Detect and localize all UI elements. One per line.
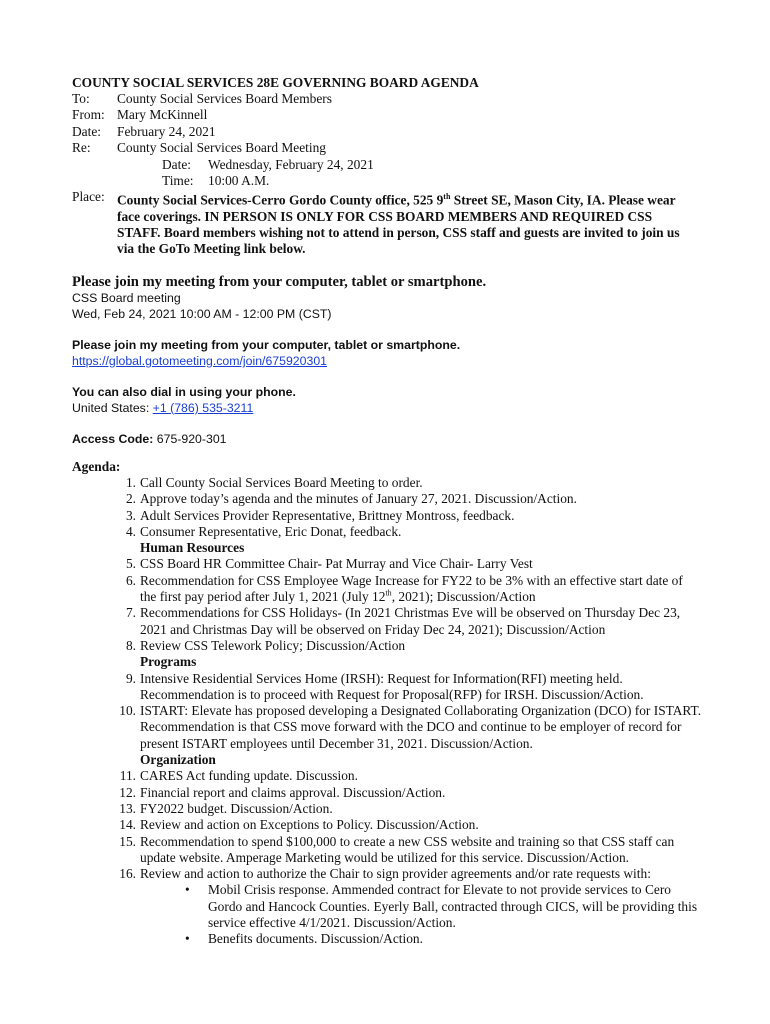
agenda-item: [72, 785, 702, 801]
agenda-item: [72, 638, 702, 654]
agenda-item: [72, 573, 702, 606]
agenda-item-number: 2.: [125, 491, 136, 507]
agenda-item: [72, 671, 702, 704]
agenda-item-text: Recommendations for CSS Holidays- (In 2021 Christmas Eve will be observed on Thursday Dec 23, 2021 and Christmas Day will be observed on Friday Dec 24, 2021); Discussion/Action: [140, 605, 681, 637]
from-label: From:: [72, 107, 105, 122]
agenda-item: [72, 866, 702, 947]
bullet-icon: •: [185, 931, 190, 947]
meeting-heading: Please join my meeting from your computer, tablet or smartphone.: [72, 274, 487, 290]
dial-row: [72, 400, 712, 416]
agenda-item-number: 10.: [119, 703, 136, 719]
place-value-text: County Social Services-Cerro Gordo County office, 525 9: [117, 192, 444, 208]
place-value: [117, 189, 697, 258]
agenda-item: [72, 475, 702, 491]
agenda-item-number: 5.: [125, 556, 136, 572]
sub-date-value: Wednesday, February 24, 2021: [208, 157, 374, 172]
from-value: Mary McKinnell: [117, 107, 208, 122]
agenda-item-text: ISTART: Elevate has proposed developing a Designated Collaborating Organization (DCO) for ISTART. Recommendation is that CSS move forward with the DCO and continue to be employer of record for present ISTART employees until December 31, 2021. Discussion/Action.: [140, 703, 702, 751]
agenda-item: [72, 703, 702, 752]
agenda-item-number: 6.: [125, 572, 136, 588]
agenda-item-text: Intensive Residential Services Home (IRSH): Request for Information(RFI) meeting held. Recommendation is to proceed with Request for Proposal(RFP) for IRSH. Discussion/Action.: [140, 670, 644, 702]
join-link-row: [72, 353, 712, 369]
sub-time-label: Time:: [162, 173, 194, 188]
agenda-item: [72, 524, 702, 540]
agenda-item-text: CARES Act funding update. Discussion.: [140, 768, 358, 784]
agenda-item-number: 1.: [125, 475, 136, 490]
agenda-item: [72, 768, 702, 784]
agenda-list: [72, 475, 702, 948]
agenda-item-text: Recommendation to spend $100,000 to create a new CSS website and training so that CSS staff can update website. Amperage Marketing would be utilized for this service. Discussion/Action.: [140, 833, 675, 865]
meeting-name: CSS Board meeting: [72, 291, 181, 305]
to-label: To:: [72, 91, 90, 106]
bullet-item: [140, 931, 702, 947]
date-label: Date:: [72, 124, 101, 139]
agenda-item-number: 12.: [119, 784, 136, 800]
sub-time-value: 10:00 A.M.: [208, 173, 270, 188]
access-code-label: Access Code:: [72, 432, 154, 446]
agenda-item-number: 4.: [125, 523, 136, 539]
agenda-item: [72, 556, 702, 572]
agenda-item-number: 15.: [119, 833, 136, 849]
dial-number-link[interactable]: +1 (786) 535-3211: [152, 401, 254, 415]
re-value: County Social Services Board Meeting: [117, 140, 327, 155]
date-value: February 24, 2021: [117, 124, 216, 139]
agenda-item-text: Call County Social Services Board Meeting to order.: [140, 475, 423, 490]
agenda-item-number: 11.: [119, 768, 136, 784]
agenda-item: [72, 834, 702, 867]
agenda-item: [72, 817, 702, 833]
bullet-text: Mobil Crisis response. Ammended contract for Elevate to not provide services to Cero Gordo and Hancock Counties. Eyerly Ball, contracted through CICS, will be providing this service effective 4/1/2021. Discussion/Action.: [208, 882, 698, 931]
agenda-item: [72, 801, 702, 817]
document-title: COUNTY SOCIAL SERVICES 28E GOVERNING BOARD AGENDA: [72, 75, 479, 90]
meeting-when: Wed, Feb 24, 2021 10:00 AM - 12:00 PM (CST): [72, 307, 332, 321]
agenda-item-text: FY2022 budget. Discussion/Action.: [140, 800, 333, 816]
agenda-item-number: 14.: [119, 817, 136, 833]
access-code-value: 675-920-301: [153, 432, 227, 446]
agenda-item-text: Recommendation for CSS Employee Wage Increase for FY22 to be 3% with an effective start date of the first pay period after July 1, 2021 (July 12: [140, 572, 683, 605]
join-link[interactable]: https://global.gotomeeting.com/join/675920301: [72, 354, 327, 368]
sub-date-label: Date:: [162, 157, 191, 172]
place-label: Place:: [72, 189, 105, 204]
agenda-item-text: Adult Services Provider Representative, Brittney Montross, feedback.: [140, 507, 515, 523]
agenda-item-number: 13.: [119, 800, 136, 816]
agenda-item-text: Review and action on Exceptions to Policy. Discussion/Action.: [140, 817, 479, 833]
agenda-item-text: Approve today’s agenda and the minutes of January 27, 2021. Discussion/Action.: [140, 491, 577, 507]
agenda-item-text: Review CSS Telework Policy; Discussion/Action: [140, 637, 406, 653]
agenda-label: Agenda:: [72, 459, 121, 474]
section-heading-human-resources: Human Resources: [140, 540, 245, 556]
dial-heading: You can also dial in using your phone.: [72, 385, 296, 399]
access-code-row: [72, 431, 712, 447]
bullet-text: Benefits documents. Discussion/Action.: [208, 931, 423, 947]
agenda-item-text-2: , 2021); Discussion/Action: [391, 589, 536, 605]
section-heading-organization: Organization: [140, 752, 216, 768]
section-heading-programs: Programs: [140, 654, 197, 670]
agenda-item-text: CSS Board HR Committee Chair- Pat Murray and Vice Chair- Larry Vest: [140, 556, 533, 572]
agenda-item-text: Review and action to authorize the Chair to sign provider agreements and/or rate requests with:: [140, 866, 651, 882]
agenda-item-text: Financial report and claims approval. Discussion/Action.: [140, 784, 446, 800]
place-value-text-2: Street SE, Mason City, IA. Please wear face coverings. IN PERSON IS ONLY FOR CSS BOARD MEMBERS AND REQUIRED CSS STAFF. Board members wishing not to attend in person, CSS staff and guests are invited to join us via the GoTo Meeting link below.: [117, 192, 680, 257]
agenda-item: [72, 491, 702, 507]
agenda-item-number: 9.: [125, 670, 136, 686]
agenda-item-superscript: th: [385, 588, 392, 598]
bullet-item: [140, 882, 702, 931]
to-value: County Social Services Board Members: [117, 91, 332, 106]
place-superscript: th: [443, 192, 451, 201]
agenda-item-number: 7.: [125, 605, 136, 621]
join-heading: Please join my meeting from your computer, tablet or smartphone.: [72, 338, 461, 352]
dial-country: United States:: [72, 401, 153, 415]
agenda-item: [72, 508, 702, 524]
agenda-item-number: 8.: [125, 637, 136, 653]
agenda-item-number: 3.: [125, 507, 136, 523]
agenda-item-text: Consumer Representative, Eric Donat, feedback.: [140, 523, 402, 539]
bullet-list: [140, 882, 702, 947]
agenda-item: [72, 605, 702, 638]
re-label: Re:: [72, 140, 91, 155]
bullet-icon: •: [185, 882, 190, 898]
agenda-item-number: 16.: [119, 866, 136, 882]
